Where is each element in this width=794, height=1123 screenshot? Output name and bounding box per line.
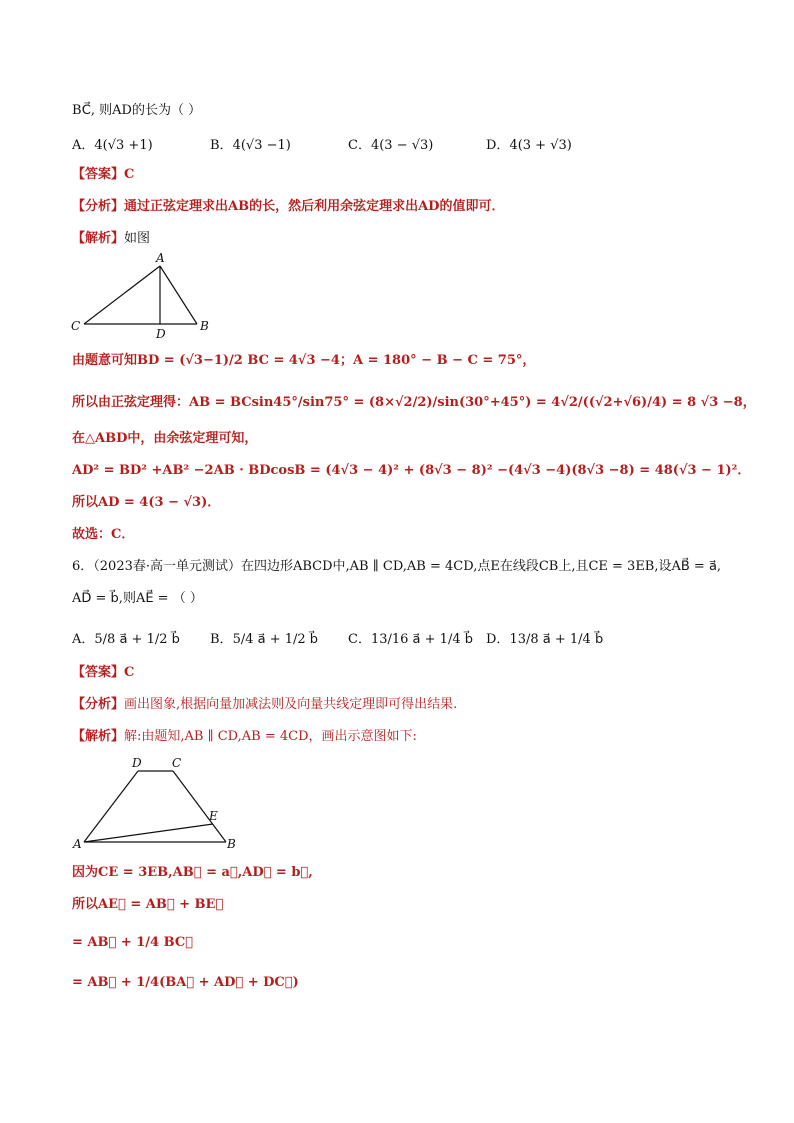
label-c: C [172,756,182,770]
label-e: E [209,809,218,823]
q6-stem-line1: 6．（2023春·高一单元测试）在四边形ABCD中,AB ∥ CD,AB = 4CD,点E在线段CB上,且CE = 3EB,设AB⃗ = a⃗, [72,559,722,574]
q6-analysis: 【分析】画出图象,根据向量加减法则及向量共线定理即可得出结果. [72,697,458,712]
q5-option-c: C．4(3 − √3) [348,138,434,153]
q5-option-b: B．4(√3 −1) [210,138,291,153]
q5-step-2: 所以由正弦定理得：AB = BCsin45°/sin75° = (8×√2/2)/sin(30°+45°) = 4√2/((√2+√6)/4) = 8 √3 −8， [72,395,756,410]
q5-option-d: D．4(3 + √3) [486,138,572,153]
q6-option-b: B．5/4 a⃗ + 1/2 b⃗ [210,632,319,647]
q6-option-d: D．13/8 a⃗ + 1/4 b⃗ [486,632,604,647]
q6-option-c: C．13/16 a⃗ + 1/4 b⃗ [348,632,473,647]
q6-solution: 【解析】解:由题知,AB ∥ CD,AB = 4CD，画出示意图如下: [72,729,417,744]
q5-step-6: 故选：C． [72,527,135,542]
label-c: C [71,319,81,333]
q5-answer: 【答案】C [72,167,135,182]
q5-stem-tail: BC⃗, 则AD的长为（ ） [72,103,202,118]
label-d: D [156,327,166,341]
label-a: A [73,837,82,851]
q5-step-5: 所以AD = 4(3 − √3)． [72,495,221,510]
q6-step-3: = AB⃗ + 1/4 BC⃗ [72,935,193,950]
q5-solution: 【解析】如图 [72,231,151,246]
q5-step-1: 由题意可知BD = (√3−1)/2 BC = 4√3 −4；A = 180° − B − C = 75°， [72,353,536,368]
q6-option-a: A．5/8 a⃗ + 1/2 b⃗ [72,632,180,647]
q5-option-a: A．4(√3 +1) [72,138,153,153]
q6-stem-line2: AD⃗ = b⃗,则AE⃗ = （ ） [72,591,203,606]
trapezoid-figure [66,752,246,854]
q6-step-2: 所以AE⃗ = AB⃗ + BE⃗ [72,897,224,912]
label-a: A [156,251,165,265]
label-d: D [132,756,142,770]
q5-analysis: 【分析】通过正弦定理求出AB的长，然后利用余弦定理求出AD的值即可． [72,199,505,214]
label-b: B [200,319,209,333]
q6-step-4: = AB⃗ + 1/4(BA⃗ + AD⃗ + DC⃗) [72,975,299,990]
q5-step-3: 在△ABD中，由余弦定理可知， [72,431,258,446]
q6-answer: 【答案】C [72,665,135,680]
label-b: B [227,837,236,851]
q6-step-1: 因为CE = 3EB,AB⃗ = a⃗,AD⃗ = b⃗, [72,865,313,880]
triangle-figure [66,250,226,342]
q5-step-4: AD² = BD² +AB² −2AB · BDcosB = (4√3 − 4)² + (8√3 − 8)² −(4√3 −4)(8√3 −8) = 48(√3 − 1)²． [72,463,751,478]
